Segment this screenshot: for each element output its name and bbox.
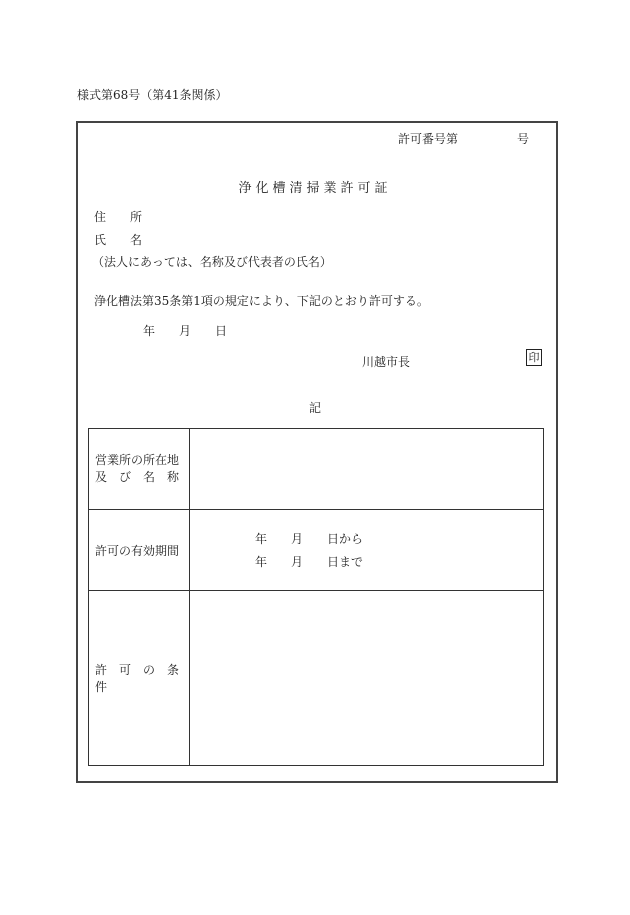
- office-name-label: 及 び 名 称: [95, 470, 180, 484]
- conditions-label: 許 可 の 条 件: [89, 591, 190, 766]
- seal-mark: 印: [526, 349, 542, 366]
- permit-number-suffix: 号: [517, 132, 530, 146]
- issuer-name: 川越市長: [362, 355, 411, 369]
- issue-date: 年 月 日: [143, 324, 228, 338]
- office-location-label: 営業所の所在地: [95, 453, 180, 467]
- ki-heading: 記: [308, 401, 321, 415]
- permit-statement: 浄化槽法第35条第1項の規定により、下記のとおり許可する。: [94, 294, 429, 308]
- permit-number-prefix: 許可番号第: [398, 132, 459, 146]
- table-row-period: [89, 510, 544, 591]
- address-label: 住 所: [94, 210, 143, 224]
- office-location-value: [190, 429, 544, 510]
- conditions-value: [190, 591, 544, 766]
- period-to: 年 月 日まで: [255, 555, 364, 569]
- validity-period-label: 許可の有効期間: [89, 510, 190, 591]
- permit-details-table: [88, 428, 544, 766]
- table-row-conditions: [89, 591, 544, 766]
- table-row-office: [89, 429, 544, 510]
- certificate-title: 浄化槽清掃業許可証: [238, 181, 392, 196]
- corporation-note: （法人にあっては、名称及び代表者の氏名）: [92, 255, 332, 269]
- name-label: 氏 名: [94, 233, 143, 247]
- form-number: 様式第68号（第41条関係）: [77, 88, 228, 102]
- validity-period-value: [190, 510, 544, 591]
- office-location-label-cell: [89, 429, 190, 510]
- period-from: 年 月 日から: [255, 532, 364, 546]
